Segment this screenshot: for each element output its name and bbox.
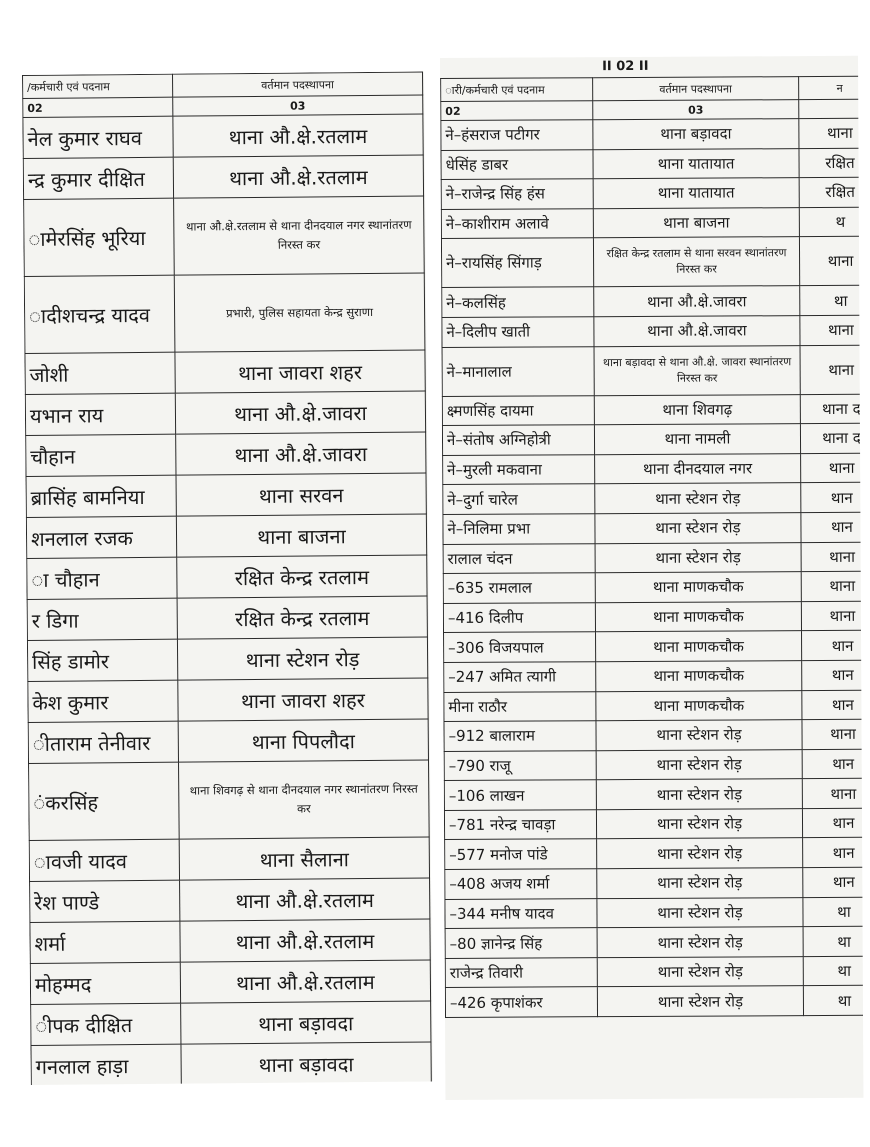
new-posting: थान xyxy=(802,690,864,720)
current-posting: थाना औ.क्षे.रतलाम xyxy=(173,155,423,198)
new-posting: था xyxy=(803,986,863,1016)
new-posting: थान xyxy=(803,867,864,897)
new-posting: थाना xyxy=(799,118,864,148)
table-row xyxy=(441,237,863,288)
employee-name: –408 अजय शर्मा xyxy=(445,869,597,899)
table-row xyxy=(445,838,864,870)
new-posting: था xyxy=(803,956,863,986)
left-header-row xyxy=(23,72,423,98)
new-posting: थान xyxy=(801,512,864,542)
employee-name: –106 लाखन xyxy=(444,780,596,810)
employee-name: –426 कृपाशंकर xyxy=(445,987,597,1017)
current-posting: थाना माणकचौक xyxy=(595,601,801,632)
current-posting: थाना बाजना xyxy=(593,207,799,238)
table-row xyxy=(442,345,863,396)
table-row xyxy=(23,114,423,158)
current-posting: थाना औ.क्षे.जावरा xyxy=(175,391,425,434)
employee-name: –247 अमित त्यागी xyxy=(444,662,596,692)
current-posting: प्रभारी, पुलिस सहायता केन्द्र सुराणा xyxy=(174,273,425,352)
employee-name: ने–मानालाल xyxy=(442,346,594,396)
column-number: 02 xyxy=(23,97,173,117)
table-row xyxy=(444,690,864,722)
new-posting: था xyxy=(803,897,864,927)
table-row xyxy=(443,453,864,485)
table-row xyxy=(443,542,863,574)
new-posting: थान xyxy=(802,660,864,690)
current-posting: थाना स्टेशन रोड़ xyxy=(595,542,801,573)
employee-name: ने–हंसराज पटीगर xyxy=(441,120,593,150)
employee-name: –577 मनोज पांडे xyxy=(445,839,597,869)
column-number xyxy=(799,99,864,118)
new-posting: थान xyxy=(802,630,864,660)
column-number: 02 xyxy=(441,101,593,121)
new-posting: थाना xyxy=(800,345,863,394)
table-row xyxy=(444,630,864,662)
table-row xyxy=(26,514,426,558)
table-row xyxy=(31,1001,431,1045)
current-posting: थाना जावरा शहर xyxy=(178,678,428,721)
current-posting: थाना बड़ावदा xyxy=(181,1042,431,1085)
table-row xyxy=(30,960,430,1004)
table-row xyxy=(28,678,428,722)
employee-name: ने–मुरली मकवाना xyxy=(443,454,595,484)
current-posting: थाना स्टेशन रोड़ xyxy=(177,637,427,680)
current-posting: थाना माणकचौक xyxy=(595,572,801,603)
current-posting: थाना शिवगढ़ से थाना दीनदयाल नगर स्थानांतरण निरस्त कर xyxy=(179,760,430,839)
header-current-posting: वर्तमान पदस्थापना xyxy=(593,77,799,101)
employee-name: –416 दिलीप xyxy=(443,602,595,632)
header-employee-designation: ारी/कर्मचारी एवं पदनाम xyxy=(441,78,593,102)
current-posting: थाना माणकचौक xyxy=(596,690,802,721)
current-posting: थाना स्टेशन रोड़ xyxy=(597,838,803,869)
employee-name: ने–कलसिंह xyxy=(442,287,594,317)
current-posting: थाना स्टेशन रोड़ xyxy=(596,779,802,810)
employee-name: गनलाल हाड़ा xyxy=(31,1044,181,1085)
employee-name: न्द्र कुमार दीक्षित xyxy=(23,157,173,199)
employee-name: ीपक दीक्षित xyxy=(31,1003,181,1045)
employee-name: नेल कुमार राघव xyxy=(23,116,173,158)
current-posting: रक्षित केन्द्र रतलाम xyxy=(177,555,427,598)
employee-name: ने–दिलीप खाती xyxy=(442,317,594,347)
table-row xyxy=(24,196,425,276)
employee-name: सिंह डामोर xyxy=(27,639,177,681)
employee-name: चौहान xyxy=(26,434,176,476)
employee-name: शनलाल रजक xyxy=(26,516,176,558)
employee-name: –344 मनीष यादव xyxy=(445,898,597,928)
current-posting: थाना बाजना xyxy=(176,514,426,557)
table-row xyxy=(445,986,863,1018)
new-posting: थाना xyxy=(800,315,864,345)
employee-name: ादीशचन्द्र यादव xyxy=(24,275,175,353)
employee-name: –790 राजू xyxy=(444,750,596,780)
employee-name: रालाल चंदन xyxy=(443,543,595,573)
table-row xyxy=(25,350,425,394)
employee-name: शर्मा xyxy=(30,921,180,963)
header-current-posting: वर्तमान पदस्थापना xyxy=(172,72,422,97)
table-row xyxy=(443,601,863,633)
new-posting: थ xyxy=(799,207,863,237)
employee-name: ीताराम तेनीवार xyxy=(28,721,178,763)
current-posting: थाना स्टेशन रोड़ xyxy=(597,986,803,1017)
table-row xyxy=(23,155,423,199)
table-row xyxy=(443,483,864,515)
table-row xyxy=(441,177,863,209)
column-number: 03 xyxy=(593,100,799,120)
current-posting: रक्षित केन्द्र रतलाम xyxy=(177,596,427,639)
current-posting: थाना सैलाना xyxy=(179,837,429,880)
table-row xyxy=(445,926,863,958)
current-posting: थाना औ.क्षे.जावरा xyxy=(176,432,426,475)
current-posting: थाना औ.क्षे.रतलाम xyxy=(180,960,430,1003)
employee-name: धेसिंह डाबर xyxy=(441,149,593,179)
current-posting: थाना औ.क्षे.जावरा xyxy=(594,316,800,347)
table-row xyxy=(441,148,863,180)
current-posting: थाना पिपलौदा xyxy=(178,719,428,762)
employee-name: ामेरसिंह भूरिया xyxy=(24,198,175,276)
employee-name: ंकरसिंह xyxy=(29,762,180,840)
current-posting: थाना दीनदयाल नगर xyxy=(595,453,801,484)
employee-name: –306 विजयपाल xyxy=(444,632,596,662)
table-row xyxy=(25,391,425,435)
new-posting: था xyxy=(803,926,863,956)
new-posting: थान xyxy=(803,838,864,868)
right-column-number-row xyxy=(441,99,864,120)
table-row xyxy=(442,423,863,455)
current-posting: थाना जावरा शहर xyxy=(175,350,425,393)
table-row xyxy=(443,571,863,603)
current-posting: थाना स्टेशन रोड़ xyxy=(597,897,803,928)
left-page xyxy=(22,71,433,1084)
new-posting: रक्षित xyxy=(799,148,863,178)
table-row xyxy=(443,512,864,544)
table-row xyxy=(26,473,426,517)
new-posting: थाना xyxy=(801,542,863,572)
new-posting: थाना xyxy=(802,778,863,808)
employee-name: जोशी xyxy=(25,352,175,394)
new-posting: थान xyxy=(802,749,863,779)
new-posting: थान xyxy=(801,483,864,513)
right-header-row xyxy=(441,76,864,101)
current-posting: थाना औ.क्षे.रतलाम xyxy=(173,114,423,157)
table-row xyxy=(29,837,429,881)
current-posting: थाना यातायात xyxy=(593,178,799,209)
table-row xyxy=(444,719,863,751)
current-posting: थाना सरवन xyxy=(176,473,426,516)
current-posting: थाना स्टेशन रोड़ xyxy=(597,956,803,987)
employee-name: क्ष्मणसिंह दायमा xyxy=(442,395,594,425)
table-row xyxy=(30,919,430,963)
current-posting: थाना औ.क्षे.जावरा xyxy=(594,286,800,317)
header-new-posting: न xyxy=(799,76,864,99)
table-row xyxy=(441,207,863,239)
header-employee-designation: /कर्मचारी एवं पदनाम xyxy=(23,74,173,98)
table-row xyxy=(445,867,864,899)
new-posting: थाना xyxy=(799,237,863,286)
new-posting: था xyxy=(800,286,864,316)
table-row xyxy=(30,878,430,922)
new-posting: थाना xyxy=(801,601,863,631)
employee-name: ने–दुर्गा चारेल xyxy=(443,484,595,514)
table-row xyxy=(442,286,864,318)
right-page xyxy=(440,56,863,1100)
table-row xyxy=(27,596,427,640)
current-posting: थाना औ.क्षे.रतलाम से थाना दीनदयाल नगर स्थानांतरण निरस्त कर xyxy=(174,196,425,275)
table-row xyxy=(444,749,863,781)
current-posting: थाना यातायात xyxy=(593,148,799,179)
left-transfer-table xyxy=(22,72,432,1085)
table-row xyxy=(444,660,864,692)
employee-name: ने–संतोष अग्निहोत्री xyxy=(442,425,594,455)
new-posting: रक्षित xyxy=(799,177,863,207)
employee-name: ने–रायसिंह सिंगाड़ xyxy=(441,238,593,288)
current-posting: थाना स्टेशन रोड़ xyxy=(597,927,803,958)
current-posting: थाना स्टेशन रोड़ xyxy=(595,483,801,514)
current-posting: थाना स्टेशन रोड़ xyxy=(595,513,801,544)
employee-name: रेश पाण्डे xyxy=(30,880,180,922)
current-posting: थाना स्टेशन रोड़ xyxy=(596,720,802,751)
employee-name: मीना राठौर xyxy=(444,691,596,721)
employee-name: –635 रामलाल xyxy=(443,573,595,603)
current-posting: थाना स्टेशन रोड़ xyxy=(597,868,803,899)
employee-name: केश कुमार xyxy=(28,680,178,722)
employee-name: मोहम्मद xyxy=(30,962,180,1004)
new-posting: थाना द xyxy=(800,423,863,453)
employee-name: ावजी यादव xyxy=(29,839,179,881)
current-posting: थाना नामली xyxy=(594,424,800,455)
new-posting: थान xyxy=(802,808,863,838)
new-posting: थाना द xyxy=(800,394,863,424)
new-posting: थाना xyxy=(801,571,863,601)
employee-name: ने–निलिमा प्रभा xyxy=(443,514,595,544)
table-row xyxy=(445,897,864,929)
table-row xyxy=(26,432,426,476)
employee-name: ा चौहान xyxy=(27,557,177,599)
table-row xyxy=(31,1042,431,1085)
table-row xyxy=(442,394,863,426)
page-number: II 02 II xyxy=(602,58,649,75)
employee-name: ने–राजेन्द्र सिंह हंस xyxy=(441,179,593,209)
current-posting: थाना बड़ावदा xyxy=(593,119,799,150)
current-posting: थाना औ.क्षे.रतलाम xyxy=(180,878,430,921)
table-row xyxy=(29,760,430,840)
table-row xyxy=(28,719,428,763)
new-posting: थाना xyxy=(801,453,864,483)
table-row xyxy=(441,118,864,150)
employee-name: ब्रासिंह बामनिया xyxy=(26,475,176,517)
employee-name: –781 नरेन्द्र चावड़ा xyxy=(444,810,596,840)
employee-name: यभान राय xyxy=(25,393,175,435)
current-posting: थाना औ.क्षे.रतलाम xyxy=(180,919,430,962)
table-row xyxy=(444,778,863,810)
employee-name: र डिगा xyxy=(27,598,177,640)
table-row xyxy=(27,555,427,599)
table-row xyxy=(27,637,427,681)
employee-name: –80 ज्ञानेन्द्र सिंह xyxy=(445,928,597,958)
current-posting: थाना माणकचौक xyxy=(596,661,802,692)
table-row xyxy=(24,273,425,353)
employee-name: राजेन्द्र तिवारी xyxy=(445,958,597,988)
new-posting: थाना xyxy=(802,719,863,749)
current-posting: थाना बड़ावदा xyxy=(181,1001,431,1044)
table-row xyxy=(444,808,863,840)
current-posting: थाना शिवगढ़ xyxy=(594,394,800,425)
column-number: 03 xyxy=(173,95,423,116)
current-posting: थाना बड़ावदा से थाना औ.क्षे. जावरा स्थानांतरण निरस्त कर xyxy=(594,345,800,395)
table-row xyxy=(445,956,863,988)
table-row xyxy=(442,315,864,347)
current-posting: थाना स्टेशन रोड़ xyxy=(596,749,802,780)
current-posting: थाना स्टेशन रोड़ xyxy=(596,808,802,839)
employee-name: –912 बालाराम xyxy=(444,721,596,751)
right-transfer-table xyxy=(440,76,863,1018)
employee-name: ने–काशीराम अलावे xyxy=(441,208,593,238)
current-posting: रक्षित केन्द्र रतलाम से थाना सरवन स्थानांतरण निरस्त कर xyxy=(593,237,799,287)
current-posting: थाना माणकचौक xyxy=(596,631,802,662)
